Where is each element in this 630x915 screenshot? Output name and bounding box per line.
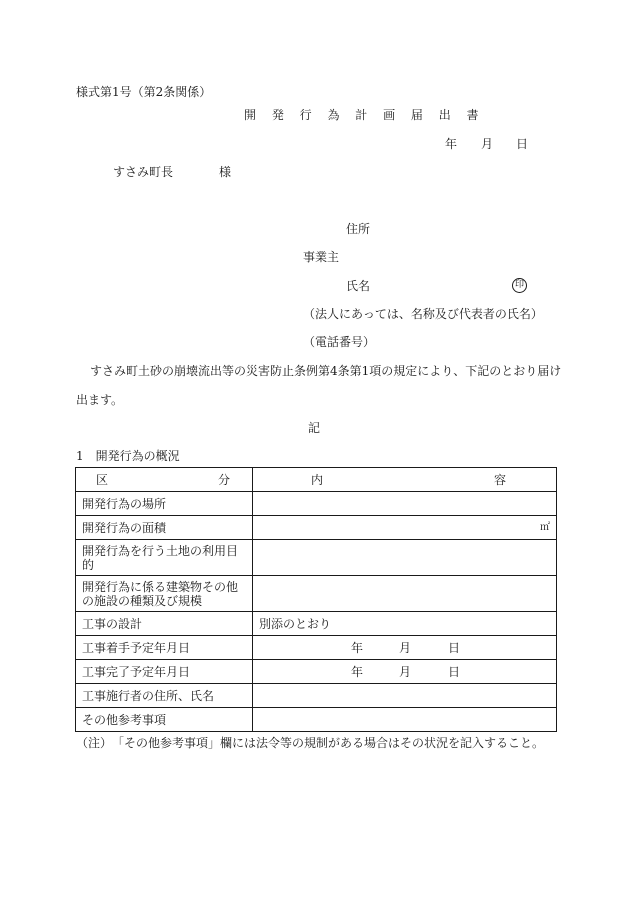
row-label: 工事着手予定年月日 [76, 636, 253, 660]
applicant-role: 事業主 [303, 250, 340, 264]
header-category-right: 分 [217, 472, 230, 487]
table-row [76, 612, 557, 636]
date-year: 年 [445, 137, 458, 151]
header-category [76, 468, 253, 492]
header-content-left: 内 [311, 472, 324, 487]
row-label: 開発行為を行う土地の利用目的 [76, 540, 253, 576]
header-content-right: 容 [493, 472, 506, 487]
header-content [253, 468, 557, 492]
row-value [253, 708, 557, 732]
table-row [76, 636, 557, 660]
row-value [253, 636, 557, 660]
row-value [253, 684, 557, 708]
table-row [76, 660, 557, 684]
row-label: その他参考事項 [76, 708, 253, 732]
table-header-row [76, 468, 557, 492]
start-year: 年 [351, 640, 364, 655]
table-row [76, 708, 557, 732]
address-label: 住所 [346, 222, 371, 236]
phone-label: （電話番号） [303, 335, 376, 349]
date-month: 月 [481, 137, 494, 151]
date-day: 日 [516, 137, 529, 151]
area-unit: ㎡ [540, 521, 550, 533]
table-row [76, 684, 557, 708]
row-value [253, 492, 557, 516]
start-day: 日 [448, 640, 461, 655]
overview-table [75, 467, 557, 732]
addressee-honorific: 様 [219, 165, 232, 179]
row-label: 開発行為の場所 [76, 492, 253, 516]
row-value [253, 660, 557, 684]
ki-heading: 記 [308, 421, 321, 435]
end-day: 日 [448, 664, 461, 679]
row-label: 工事完了予定年月日 [76, 660, 253, 684]
row-value [253, 576, 557, 612]
start-month: 月 [399, 640, 412, 655]
corporate-note: （法人にあっては、名称及び代表者の氏名） [303, 307, 543, 321]
row-value [253, 516, 557, 540]
footnote: （注） 「その他参考事項」欄には法令等の規制がある場合はその状況を記入すること。 [76, 736, 545, 750]
row-label: 開発行為に係る建築物その他の施設の種類及び規模 [76, 576, 253, 612]
table-row [76, 540, 557, 576]
row-value: 別添のとおり [253, 612, 557, 636]
addressee-name: すさみ町長 [113, 165, 174, 179]
row-value [253, 540, 557, 576]
end-year: 年 [351, 664, 364, 679]
body-text-line2: 出ます。 [76, 393, 124, 407]
document-title: 開 発 行 為 計 画 届 出 書 [244, 108, 485, 122]
row-label: 開発行為の面積 [76, 516, 253, 540]
section-title: 1 開発行為の概況 [76, 449, 180, 463]
seal-mark: 印 [512, 278, 527, 293]
table-row [76, 492, 557, 516]
row-label: 工事施行者の住所、氏名 [76, 684, 253, 708]
header-category-left: 区 [96, 472, 109, 487]
name-label: 氏名 [346, 279, 371, 293]
form-number: 様式第1号（第2条関係） [76, 85, 212, 99]
end-month: 月 [399, 664, 412, 679]
row-label: 工事の設計 [76, 612, 253, 636]
table-row [76, 576, 557, 612]
body-text-line1: すさみ町土砂の崩壊流出等の災害防止条例第4条第1項の規定により、下記のとおり届け [90, 364, 562, 378]
table-row [76, 516, 557, 540]
